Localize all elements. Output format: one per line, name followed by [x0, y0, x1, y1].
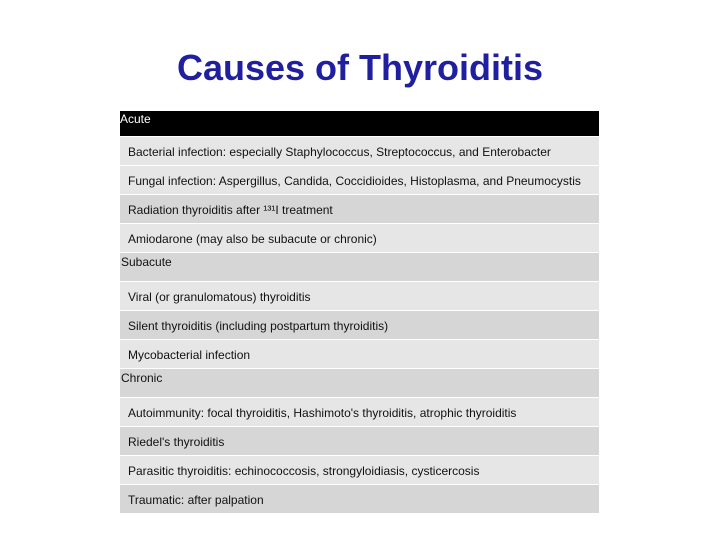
table-row: Bacterial infection: especially Staphylococcus, Streptococcus, and Enterobacter [120, 137, 599, 166]
table-row: Viral (or granulomatous) thyroiditis [120, 282, 599, 311]
causes-table [120, 111, 599, 514]
category-row-subacute: Subacute [120, 253, 599, 282]
table-row: Silent thyroiditis (including postpartum thyroiditis) [120, 311, 599, 340]
table-row: Radiation thyroiditis after ¹³¹I treatment [120, 195, 599, 224]
slide-title: Causes of Thyroiditis [176, 47, 544, 88]
table-header-acute: Acute [120, 111, 599, 137]
table-row: Fungal infection: Aspergillus, Candida, Coccidioides, Histoplasma, and Pneumocystis [120, 166, 599, 195]
table-row: Riedel's thyroiditis [120, 427, 599, 456]
table-row: Amiodarone (may also be subacute or chronic) [120, 224, 599, 253]
table-row: Parasitic thyroiditis: echinococcosis, strongyloidiasis, cysticercosis [120, 456, 599, 485]
table-row: Traumatic: after palpation [120, 485, 599, 514]
table-row: Autoimmunity: focal thyroiditis, Hashimoto's thyroiditis, atrophic thyroiditis [120, 398, 599, 427]
category-row-chronic: Chronic [120, 369, 599, 398]
table-row: Mycobacterial infection [120, 340, 599, 369]
